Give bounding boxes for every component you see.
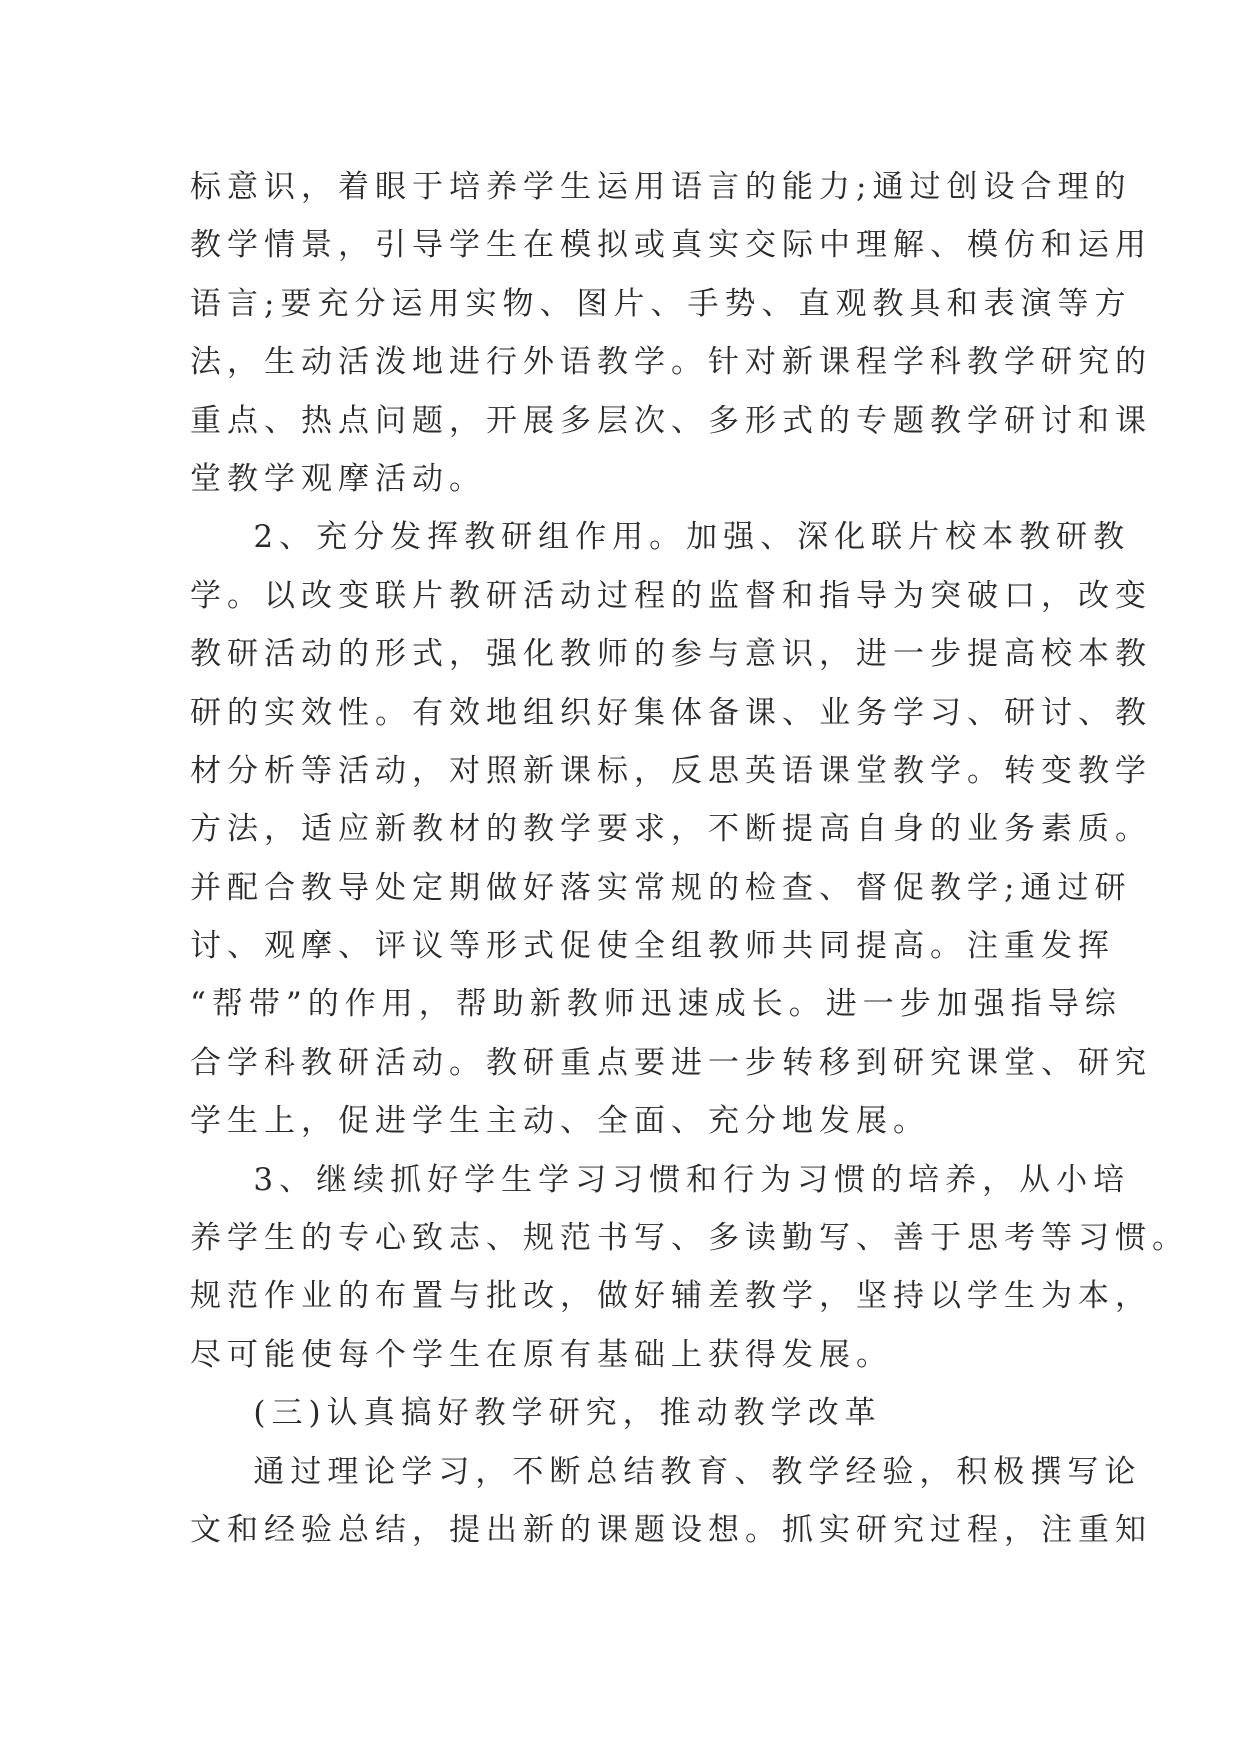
text-line: 养学生的专心致志、规范书写、多读勤写、善于思考等习惯。	[190, 1220, 1189, 1257]
text-line: 文和经验总结，提出新的课题设想。抓实研究过程，注重知	[190, 1511, 1152, 1548]
body-text	[190, 158, 1189, 1559]
text-line: 材分析等活动，对照新课标，反思英语课堂教学。转变教学	[190, 752, 1152, 789]
text-line: 方法，适应新教材的教学要求，不断提高自身的业务素质。	[190, 811, 1152, 848]
section-heading: (三)认真搞好教学研究，推动教学改革	[190, 1395, 882, 1432]
text-line: 并配合教导处定期做好落实常规的检查、督促教学;通过研	[190, 869, 1132, 906]
text-line: 规范作业的布置与批改，做好辅差教学，坚持以学生为本，	[190, 1278, 1152, 1315]
text-line: 尽可能使每个学生在原有基础上获得发展。	[190, 1336, 893, 1373]
text-line: 讨、观摩、评议等形式促使全组教师共同提高。注重发挥	[190, 928, 1115, 965]
text-line: 语言;要充分运用实物、图片、手势、直观教具和表演等方	[190, 285, 1132, 322]
text-line: 堂教学观摩活动。	[190, 460, 486, 497]
text-line: 教学情景，引导学生在模拟或真实交际中理解、模仿和运用	[190, 227, 1152, 264]
text-line: 标意识，着眼于培养学生运用语言的能力;通过创设合理的	[190, 169, 1132, 205]
paragraph-3-start: 3、继续抓好学生学习习惯和行为习惯的培养，从小培	[190, 1161, 1131, 1198]
text-line: 学生上，促进学生主动、全面、充分地发展。	[190, 1103, 930, 1140]
text-line: 重点、热点问题，开展多层次、多形式的专题教学研讨和课	[190, 402, 1152, 439]
text-line: “帮带”的作用，帮助新教师迅速成长。进一步加强指导综	[190, 986, 1122, 1023]
text-line: 合学科教研活动。教研重点要进一步转移到研究课堂、研究	[190, 1044, 1152, 1081]
text-line: 教研活动的形式，强化教师的参与意识，进一步提高校本教	[190, 636, 1152, 673]
paragraph-2-start: 2、充分发挥教研组作用。加强、深化联片校本教研教	[190, 519, 1131, 556]
text-line: 法，生动活泼地进行外语教学。针对新课程学科教学研究的	[190, 344, 1152, 381]
paragraph-4-start: 通过理论学习，不断总结教育、教学经验，积极撰写论	[190, 1453, 1142, 1490]
text-line: 学。以改变联片教研活动过程的监督和指导为突破口，改变	[190, 577, 1152, 614]
text-line: 研的实效性。有效地组织好集体备课、业务学习、研讨、教	[190, 694, 1152, 731]
